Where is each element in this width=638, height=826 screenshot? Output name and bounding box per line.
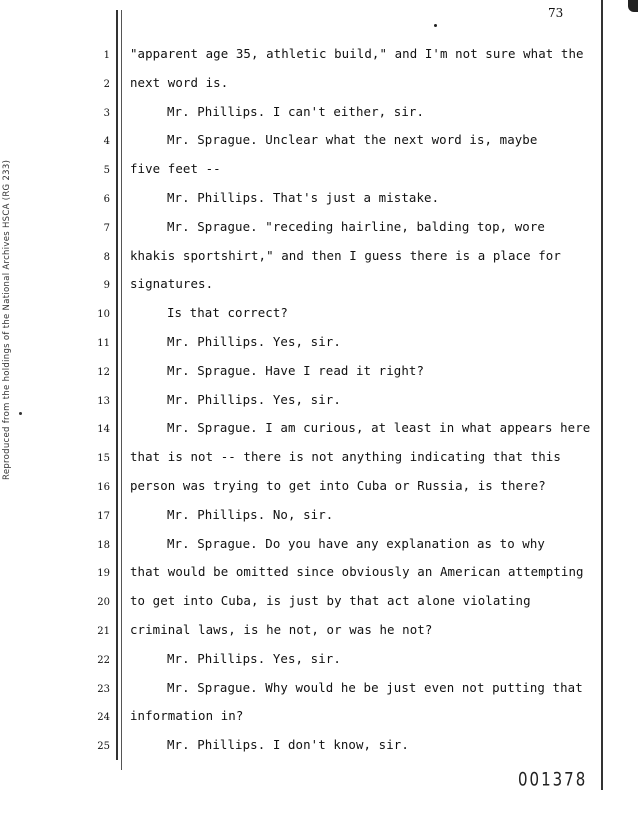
line-number: 22	[97, 654, 110, 666]
transcript-line	[0, 478, 638, 498]
archive-side-note: Reproduced from the holdings of the National Archives HSCA (RG 233)	[2, 159, 12, 480]
transcript-line	[0, 190, 638, 210]
line-number: 8	[103, 251, 110, 263]
line-number: 7	[103, 222, 110, 234]
transcript-line	[0, 622, 638, 642]
line-text: Mr. Sprague. Unclear what the next word is, maybe	[167, 132, 538, 148]
line-text: person was trying to get into Cuba or Russia, is there?	[130, 478, 546, 493]
transcript-line	[0, 363, 638, 383]
line-number: 2	[103, 78, 110, 90]
line-text: Mr. Phillips. Yes, sir.	[167, 334, 341, 349]
line-number: 1	[103, 50, 110, 61]
line-number: 10	[97, 309, 110, 321]
transcript-line	[0, 334, 638, 354]
line-text: khakis sportshirt," and then I guess there is a place for	[130, 247, 561, 263]
line-number: 5	[103, 165, 110, 177]
transcript-line	[0, 132, 638, 152]
line-text: Mr. Phillips. Yes, sir.	[167, 650, 341, 666]
ink-dot	[19, 412, 22, 415]
transcript-line	[0, 708, 638, 728]
transcript-line	[0, 305, 638, 325]
line-number: 20	[97, 597, 110, 609]
page-number: 73	[548, 6, 564, 20]
line-text: Is that correct?	[167, 305, 288, 321]
line-number: 23	[97, 683, 110, 695]
transcript-line	[0, 651, 638, 671]
transcript-line	[0, 276, 638, 296]
line-text: Mr. Sprague. Have I read it right?	[167, 362, 425, 378]
transcript-line	[0, 593, 638, 613]
line-number: 19	[97, 568, 110, 580]
line-text: signatures.	[130, 276, 214, 292]
line-text: Mr. Phillips. No, sir.	[167, 506, 334, 522]
line-text: Mr. Sprague. "receding hairline, balding top, wore	[167, 218, 545, 234]
line-text: Mr. Phillips. I don't know, sir.	[167, 737, 409, 753]
line-text: next word is.	[130, 74, 229, 90]
line-number: 13	[97, 395, 110, 407]
line-text: Mr. Phillips. Yes, sir.	[167, 391, 341, 407]
transcript-line	[0, 536, 638, 556]
transcript-line	[0, 564, 638, 584]
document-stamp: 001378	[518, 767, 588, 791]
transcript-line	[0, 248, 638, 268]
transcript-line	[0, 46, 638, 66]
transcript-line	[0, 75, 638, 95]
line-text: that is not -- there is not anything indicating that this	[130, 449, 561, 465]
line-text: Mr. Phillips. That's just a mistake.	[167, 190, 440, 205]
line-number: 9	[103, 280, 110, 292]
transcript-line	[0, 161, 638, 181]
line-text: to get into Cuba, is just by that act alone violating	[130, 593, 531, 609]
line-text: Mr. Sprague. Do you have any explanation as to why	[167, 535, 545, 551]
line-number: 12	[97, 366, 110, 378]
line-text: Mr. Sprague. Why would he be just even not putting that	[167, 679, 583, 695]
ink-dot	[434, 24, 437, 27]
line-text: criminal laws, is he not, or was he not?	[130, 622, 433, 637]
line-number: 3	[103, 107, 110, 119]
line-text: "apparent age 35, athletic build," and I'm not sure what the	[130, 46, 584, 61]
line-number: 21	[97, 626, 110, 637]
line-number: 11	[97, 338, 110, 349]
transcript-line	[0, 392, 638, 412]
line-number: 17	[97, 510, 110, 522]
transcript-line	[0, 507, 638, 527]
transcript-line	[0, 680, 638, 700]
line-number: 18	[97, 539, 110, 551]
line-number: 4	[103, 136, 110, 148]
line-text: Mr. Phillips. I can't either, sir.	[167, 103, 425, 119]
line-text: information in?	[130, 708, 244, 724]
transcript-line	[0, 449, 638, 469]
line-number: 24	[97, 712, 110, 724]
line-number: 25	[97, 741, 110, 753]
transcript-line	[0, 104, 638, 124]
line-number: 15	[97, 453, 110, 465]
line-number: 14	[97, 424, 110, 436]
line-number: 6	[103, 194, 110, 205]
line-text: that would be omitted since obviously an American attempting	[130, 564, 584, 580]
transcript-line	[0, 737, 638, 757]
corner-mark	[628, 0, 638, 12]
transcript-line	[0, 420, 638, 440]
transcript-line	[0, 219, 638, 239]
line-text: five feet --	[130, 161, 221, 177]
line-text: Mr. Sprague. I am curious, at least in what appears here	[167, 420, 591, 436]
line-number: 16	[97, 482, 110, 493]
